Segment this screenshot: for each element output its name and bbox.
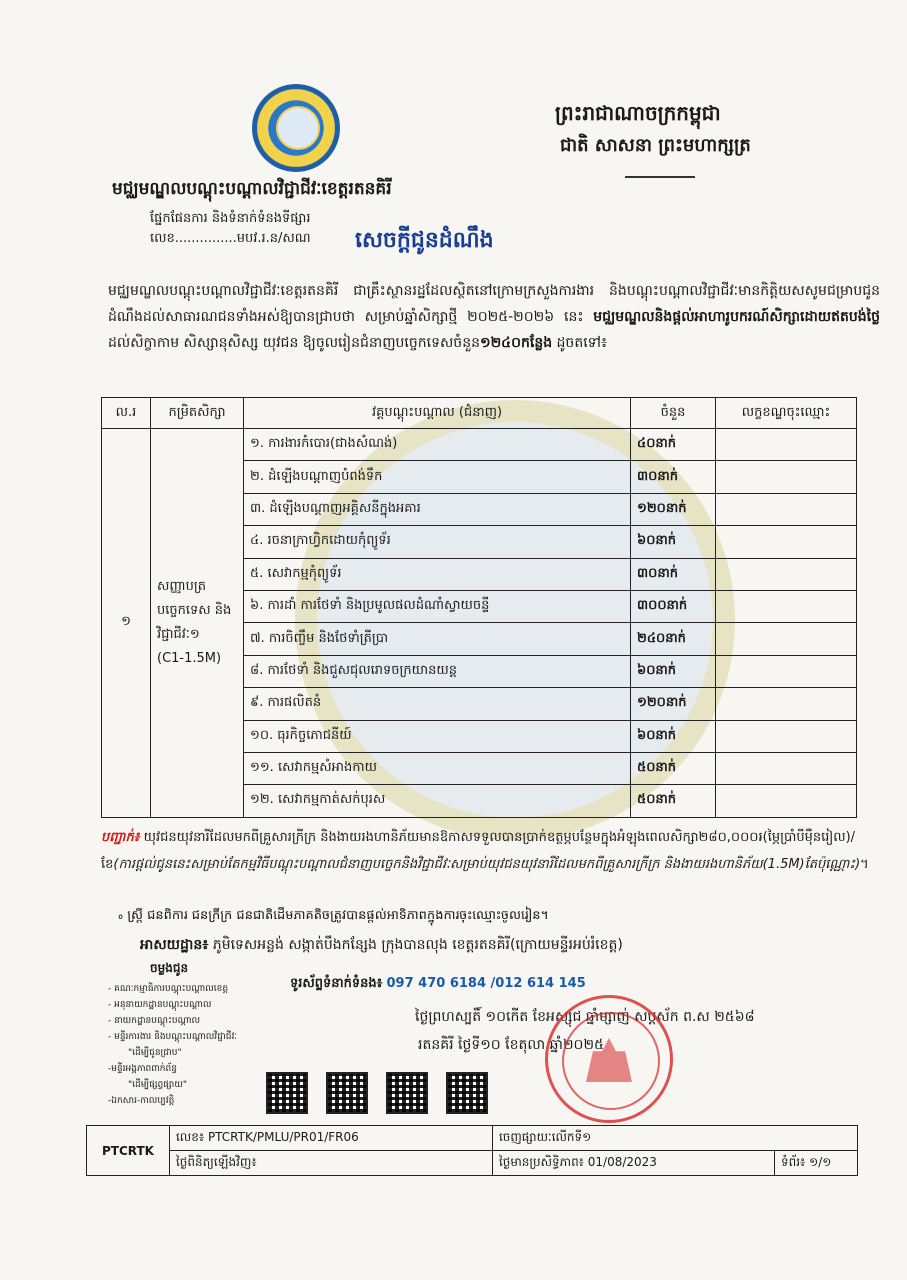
course-name: ៧. ការចិញ្ចឹម និងថែទាំត្រីប្រា	[244, 623, 631, 655]
course-count: ៣០នាក់	[631, 558, 716, 590]
registration-cell	[716, 688, 857, 720]
intro-text-3: ដូចតទៅ៖	[552, 335, 608, 351]
lunar-date: ថ្ងៃព្រហស្បតិ៍ ១០កើត ខែអស្សុជ ឆ្នាំម្សាញ់ សប្តស័ក ព.ស ២៥៦៨	[415, 1009, 755, 1025]
course-name: ៩. ការផលិតនំ	[244, 688, 631, 720]
intro-emphasis: មជ្ឈមណ្ឌលនិងផ្តល់អាហារូបករណ៍សិក្សាដោយឥតបង់ថ្លៃ	[593, 309, 880, 325]
national-motto: ជាតិ សាសនា ព្រះមហាក្សត្រ	[560, 135, 751, 156]
registration-cell	[716, 526, 857, 558]
footer-page: ទំព័រ៖ ១/១	[775, 1151, 858, 1176]
kingdom-title: ព្រះរាជាណាចក្រកម្ពុជា	[555, 101, 721, 125]
course-name: ៥. សេវាកម្មកុំព្យូទ័រ	[244, 558, 631, 590]
note-italic: (ការផ្តល់ជូននេះសម្រាប់តែកម្មវិធីបណ្តុះបណ្តាលជំនាញបច្ចេកនិងវិជ្ជាជីវៈសម្រាប់យុវជនយុវនារីដែលមកពីគ្រួសារក្រីក្រ និងងាយរងហានិភ័យ(1.5M)តែប៉ុណ្ណោះ)	[113, 857, 861, 872]
course-name: ១១. សេវាកម្មសំអាងកាយ	[244, 752, 631, 784]
registration-cell	[716, 558, 857, 590]
course-name: ៦. ការដាំ ការថែទាំ និងប្រមូលផលដំណាំស្វាយចន្ទី	[244, 590, 631, 622]
motto-ornament	[625, 176, 695, 178]
department-name: ផ្នែកផែនការ និងទំនាក់ទំនងទីផ្សារ	[150, 211, 311, 226]
header-count: ចំនួន	[631, 398, 716, 429]
center-name: មជ្ឈមណ្ឌលបណ្តុះបណ្តាលវិជ្ជាជីវៈខេត្តរតនគិរី	[112, 179, 392, 199]
contact	[290, 975, 586, 994]
course-count: ៦០នាក់	[631, 720, 716, 752]
registration-cell	[716, 590, 857, 622]
header-no: ល.រ	[102, 398, 151, 429]
course-count: ១២០នាក់	[631, 493, 716, 525]
qr-code-icon	[266, 1072, 308, 1114]
course-name: ២. ដំឡើងបណ្តាញបំពង់ទឹក	[244, 461, 631, 493]
footer-review-date: ថ្ងៃពិនិត្យឡើងវិញ៖	[170, 1151, 493, 1176]
note-text: យុវជនយុវនារីដែលមកពីគ្រួសារក្រីក្រ និងងាយរងហានិភ័យមានឱកាសទទួលបានប្រាក់ឧត្ថម្ភបន្ថែមក្នុងអំឡុងពេលសិក្សា២៨០,០០០៛(ម្ភៃប្រាំបីម៉ឺនរៀល)/ខែ	[101, 830, 856, 872]
reference-number: លេខ...............មបវ.រ.ន/សណ	[150, 231, 311, 246]
course-count: ៤០នាក់	[631, 429, 716, 461]
header-registration: លក្ខខណ្ឌចុះឈ្មោះ	[716, 398, 857, 429]
footer-doc-no: លេខ៖ PTCRTK/PMLU/PR01/FR06	[170, 1126, 493, 1151]
intro-count: ១២៤០កន្លែង	[479, 335, 553, 351]
course-name: ៨. ការថែទាំ និងជួសជុលរោទចក្រយានយន្ត	[244, 655, 631, 687]
registration-cell	[716, 785, 857, 817]
contact-label: ទូរស័ព្ទទំនាក់ទំនង៖	[290, 976, 383, 991]
course-name: ១២. សេវាកម្មកាត់សក់បុរស	[244, 785, 631, 817]
qr-code-icon	[326, 1072, 368, 1114]
footer-effective-date: ថ្ងៃមានប្រសិទ្ធិភាព៖ 01/08/2023	[492, 1151, 774, 1176]
header-level: កម្រិតសិក្សា	[151, 398, 244, 429]
cc-item: - គណៈកម្មាធិការបណ្តុះបណ្តាលខេត្ត	[108, 984, 229, 994]
course-count: ៦០នាក់	[631, 526, 716, 558]
registration-cell	[716, 461, 857, 493]
table-row	[102, 429, 857, 461]
footer-code: PTCRTK	[87, 1126, 170, 1176]
footer-table	[86, 1125, 858, 1176]
cc-item: "ដើម្បីជូនជ្រាប"	[128, 1048, 182, 1058]
address-text: ភូមិទេសអន្លង់ សង្កាត់បឹងកន្សែង ក្រុងបានលុង ខេត្តរតនគិរី(ក្រោយមន្ទីរអប់រំខេត្ត)	[208, 937, 623, 953]
row-number: ១	[102, 429, 151, 818]
course-count: ៦០នាក់	[631, 655, 716, 687]
cc-item: - មន្ទីរការងារ និងបណ្តុះបណ្តាលវិជ្ជាជីវៈ	[108, 1032, 238, 1042]
contact-phones: 097 470 6184 /012 614 145	[386, 976, 586, 991]
cc-item: - អនុនាយកដ្ឋានបណ្តុះបណ្តាល	[108, 1000, 212, 1010]
course-count: ៥០នាក់	[631, 752, 716, 784]
intro-paragraph	[108, 278, 880, 356]
course-count: ៥០នាក់	[631, 785, 716, 817]
course-name: ១០. ធុរកិច្ចភោជនីយ៍	[244, 720, 631, 752]
address	[140, 935, 623, 956]
address-label: អាសយដ្ឋាន៖	[140, 937, 209, 953]
registration-cell	[716, 623, 857, 655]
course-count: ៣០០នាក់	[631, 590, 716, 622]
course-count: ៣០នាក់	[631, 461, 716, 493]
registration-cell	[716, 720, 857, 752]
priority-note: ៰ ស្ត្រី ជនពិការ ជនក្រីក្រ ជនជាតិដើមភាគតិចត្រូវបានផ្តល់អាទិភាពក្នុងការចុះឈ្មោះចូលរៀន។	[118, 908, 549, 923]
course-name: ៤. រចនាក្រាហ្វិកដោយកុំព្យូទ័រ	[244, 526, 631, 558]
cc-item: -មន្ទីរអង្គភាពពាក់ព័ន្ធ	[108, 1064, 177, 1074]
qr-code-icon	[386, 1072, 428, 1114]
cc-item: "ដើម្បីផ្សព្វផ្សាយ"	[128, 1080, 188, 1090]
cc-title: ចម្លងជូន	[150, 961, 189, 975]
registration-cell	[716, 655, 857, 687]
course-name: ១. ការងារកំបោរ(ជាងសំណង់)	[244, 429, 631, 461]
document-title: សេចក្តីជូនដំណឹង	[355, 228, 494, 253]
course-count: ២៤០នាក់	[631, 623, 716, 655]
registration-cell	[716, 752, 857, 784]
study-level-name: សញ្ញាបត្របច្ចេកទេស និងវិជ្ជាជីវៈ១	[157, 578, 232, 642]
registration-cell	[716, 429, 857, 461]
course-count: ១២០នាក់	[631, 688, 716, 720]
courses-table	[101, 397, 857, 818]
course-name: ៣. ដំឡើងបណ្តាញអគ្គិសនីក្នុងអគារ	[244, 493, 631, 525]
note-block	[101, 824, 881, 878]
intro-text-2: ដល់សិក្ខាកាម សិស្សានុសិស្ស យុវជន ឱ្យចូលរៀនជំនាញបច្ចេកទេសចំនួន	[108, 335, 480, 351]
study-level	[151, 429, 244, 818]
study-level-code: (C1-1.5M)	[157, 650, 222, 666]
center-logo	[252, 84, 340, 172]
footer-edition: ចេញផ្សាយៈលើកទី១	[492, 1126, 857, 1151]
cc-item: - នាយកដ្ឋានបណ្តុះបណ្តាល	[108, 1016, 201, 1026]
table-header-row	[102, 398, 857, 429]
official-seal	[545, 995, 673, 1123]
note-end: ។	[860, 857, 869, 872]
intro-text-1: មជ្ឈមណ្ឌលបណ្តុះបណ្តាលវិជ្ជាជីវៈខេត្តរតនគិរី ជាគ្រឹះស្ថានរដ្ឋដែលស្ថិតនៅក្រោមក្រសួងការងារ និងបណ្តុះបណ្តាលវិជ្ជាជីវៈមានកិត្តិយសសូមជម្រាបជូនដំណឹងដល់សាធារណជនទាំងអស់ឱ្យបានជ្រាបថា សម្រាប់ឆ្នាំសិក្សាថ្មី ២០២៥-២០២៦ នេះ	[108, 283, 880, 325]
cc-item: -ឯកសារ-កាលប្បវត្តិ	[108, 1096, 175, 1106]
header-course: វគ្គបណ្តុះបណ្តាល (ជំនាញ)	[244, 398, 631, 429]
solar-date: រតនគិរី ថ្ងៃទី១០ ខែតុលា ឆ្នាំ២០២៥	[418, 1037, 604, 1053]
qr-code-icon	[446, 1072, 488, 1114]
note-label: បញ្ជាក់៖	[101, 830, 140, 845]
registration-cell	[716, 493, 857, 525]
